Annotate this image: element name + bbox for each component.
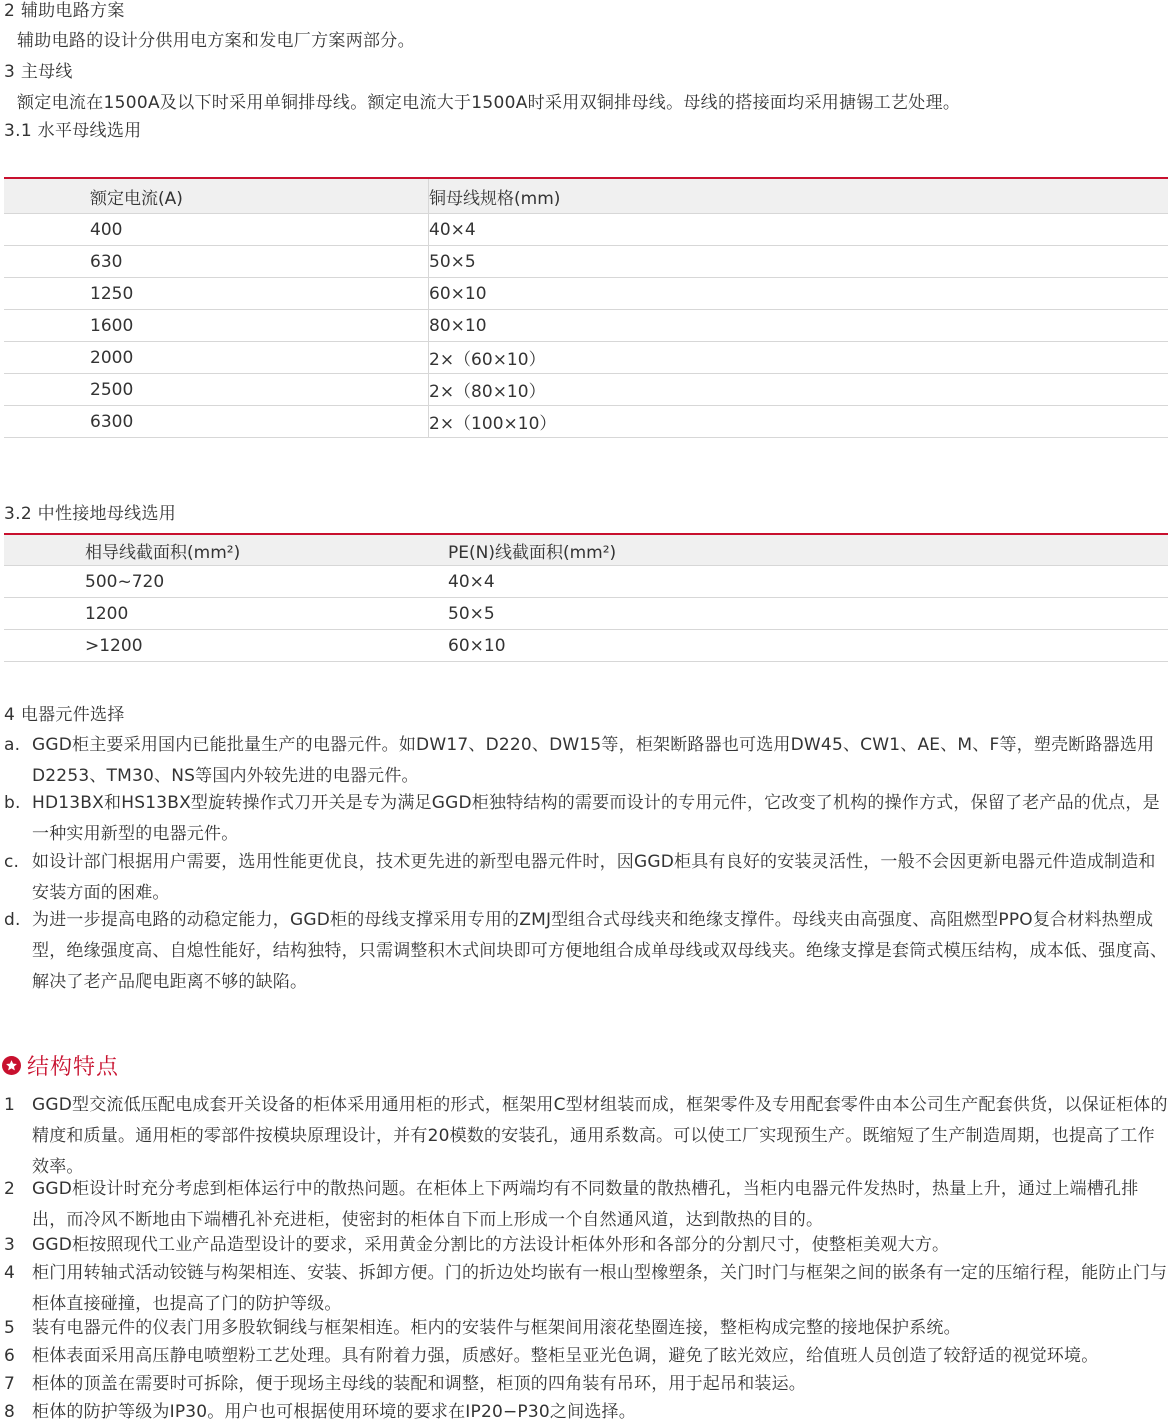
table-cell: 50×5: [429, 246, 1169, 278]
list-marker: 5: [4, 1318, 16, 1338]
table-cell: 40×4: [429, 214, 1169, 246]
star-badge-icon: [2, 1056, 21, 1075]
table-cell: 80×10: [429, 310, 1169, 342]
list-marker: 1: [4, 1095, 16, 1115]
list-item-text: 柜门用转轴式活动铰链与构架相连、安装、拆卸方便。门的折边处均嵌有一根山型橡塑条，关门时门与框架之间的嵌条有一定的压缩行程，能防止门与柜体直接碰撞，也提高了门的防护等级。: [32, 1263, 1168, 1314]
list-marker: 4: [4, 1263, 16, 1283]
section-3-2-heading: 3.2 中性接地母线选用: [4, 504, 177, 524]
list-item-text: GGD柜主要采用国内已能批量生产的电器元件。如DW17、D220、DW15等，柜架断路器也可选用DW45、CW1、AE、M、F等，塑壳断路器选用D2253、TM30、NS等国内外较先进的电器元件。: [32, 735, 1155, 786]
structure-heading-text: 结构特点: [27, 1054, 120, 1080]
list-marker: 3: [4, 1235, 16, 1255]
table-cell: 50×5: [448, 598, 1168, 630]
list-item: [4, 1397, 1168, 1428]
neutral-busbar-table: [4, 533, 1168, 662]
list-item: [4, 1090, 1168, 1183]
horizontal-busbar-table: [4, 177, 1168, 438]
list-item: [4, 788, 1168, 850]
table-cell: 2×（80×10）: [429, 374, 1169, 406]
table-header-cell: 相导线截面积(mm²): [4, 534, 448, 566]
table-header-cell: 额定电流(A): [4, 178, 429, 214]
list-item: [4, 847, 1168, 909]
table-cell: 40×4: [448, 566, 1168, 598]
list-marker: 7: [4, 1374, 16, 1394]
list-item: [4, 1174, 1168, 1236]
table-row: [4, 342, 1168, 374]
list-item-text: 柜体的防护等级为IP30。用户也可根据使用环境的要求在IP20−P30之间选择。: [32, 1402, 636, 1422]
structure-heading: [2, 1052, 119, 1078]
table-cell: 1200: [4, 598, 448, 630]
table-cell: 2000: [4, 342, 429, 374]
table-cell: 500~720: [4, 566, 448, 598]
list-item-text: HD13BX和HS13BX型旋转操作式刀开关是专为满足GGD柜独特结构的需要而设计的专用元件，它改变了机构的操作方式，保留了老产品的优点，是一种实用新型的电器元件。: [32, 793, 1160, 844]
list-item-text: GGD柜按照现代工业产品造型设计的要求，采用黄金分割比的方法设计柜体外形和各部分的分割尺寸，使整柜美观大方。: [32, 1235, 950, 1255]
list-item: [4, 1230, 1168, 1261]
table-cell: 1600: [4, 310, 429, 342]
list-item-text: GGD型交流低压配电成套开关设备的柜体采用通用柜的形式，框架用C型材组装而成，框架零件及专用配套零件由本公司生产配套供货，以保证柜体的精度和质量。通用柜的零部件按模块原理设计，并有20模数的安装孔，通用系数高。可以使工厂实现预生产。既缩短了生产制造周期，也提高了工作效率。: [32, 1095, 1168, 1177]
table-row: [4, 214, 1168, 246]
table-cell: 630: [4, 246, 429, 278]
list-item-text: 柜体的顶盖在需要时可拆除，便于现场主母线的装配和调整，柜顶的四角装有吊环，用于起吊和装运。: [32, 1374, 806, 1394]
section-2-heading: 2 辅助电路方案: [4, 1, 125, 21]
table-row: [4, 374, 1168, 406]
table-cell: 2×（60×10）: [429, 342, 1169, 374]
list-item: [4, 730, 1168, 792]
section-3-1-heading: 3.1 水平母线选用: [4, 121, 142, 141]
list-marker: b.: [4, 793, 21, 813]
list-marker: 6: [4, 1346, 16, 1366]
list-item: [4, 1341, 1168, 1372]
table-cell: 2500: [4, 374, 429, 406]
list-marker: 2: [4, 1179, 16, 1199]
list-item-text: 柜体表面采用高压静电喷塑粉工艺处理。具有附着力强，质感好。整柜呈亚光色调，避免了眩光效应，给值班人员创造了较舒适的视觉环境。: [32, 1346, 1099, 1366]
table-row: [4, 246, 1168, 278]
table-cell: 6300: [4, 406, 429, 438]
table-cell: 1250: [4, 278, 429, 310]
table-header-cell: PE(N)线截面积(mm²): [448, 534, 1168, 566]
table-row: [4, 566, 1168, 598]
table-cell: 2×（100×10）: [429, 406, 1169, 438]
table-row: [4, 630, 1168, 662]
list-item: [4, 1313, 1168, 1344]
table-cell: 60×10: [448, 630, 1168, 662]
table-row: [4, 310, 1168, 342]
section-3-text: 额定电流在1500A及以下时采用单铜排母线。额定电流大于1500A时采用双铜排母线。母线的搭接面均采用搪锡工艺处理。: [17, 93, 961, 113]
list-item-text: GGD柜设计时充分考虑到柜体运行中的散热问题。在柜体上下两端均有不同数量的散热槽孔，当柜内电器元件发热时，热量上升，通过上端槽孔排出，而冷风不断地由下端槽孔补充进柜，使密封的柜体自下而上形成一个自然通风道，达到散热的目的。: [32, 1179, 1139, 1230]
list-marker: 8: [4, 1402, 16, 1422]
list-item: [4, 1258, 1168, 1320]
list-item: [4, 1369, 1168, 1400]
table-header-row: [4, 534, 1168, 566]
section-2-text: 辅助电路的设计分供用电方案和发电厂方案两部分。: [17, 31, 415, 51]
list-marker: a.: [4, 735, 21, 755]
table-row: [4, 598, 1168, 630]
list-item-text: 如设计部门根据用户需要，选用性能更优良，技术更先进的新型电器元件时，因GGD柜具有良好的安装灵活性，一般不会因更新电器元件造成制造和安装方面的困难。: [32, 852, 1156, 903]
table-cell: >1200: [4, 630, 448, 662]
list-marker: d.: [4, 910, 21, 930]
table-header-row: [4, 178, 1168, 214]
table-cell: 60×10: [429, 278, 1169, 310]
list-marker: c.: [4, 852, 20, 872]
list-item: [4, 905, 1168, 998]
section-4-heading: 4 电器元件选择: [4, 705, 125, 725]
table-header-cell: 铜母线规格(mm): [429, 178, 1169, 214]
list-item-text: 为进一步提高电路的动稳定能力，GGD柜的母线支撑采用专用的ZMJ型组合式母线夹和绝缘支撑件。母线夹由高强度、高阻燃型PPO复合材料热塑成型，绝缘强度高、自熄性能好，结构独特，只需调整积木式间块即可方便地组合成单母线或双母线夹。绝缘支撑是套筒式模压结构，成本低、强度高、解决了老产品爬电距离不够的缺陷。: [32, 910, 1168, 992]
section-3-heading: 3 主母线: [4, 62, 73, 82]
table-cell: 400: [4, 214, 429, 246]
table-row: [4, 278, 1168, 310]
table-row: [4, 406, 1168, 438]
list-item-text: 装有电器元件的仪表门用多股软铜线与框架相连。柜内的安装件与框架间用滚花垫圈连接，整柜构成完整的接地保护系统。: [32, 1318, 961, 1338]
